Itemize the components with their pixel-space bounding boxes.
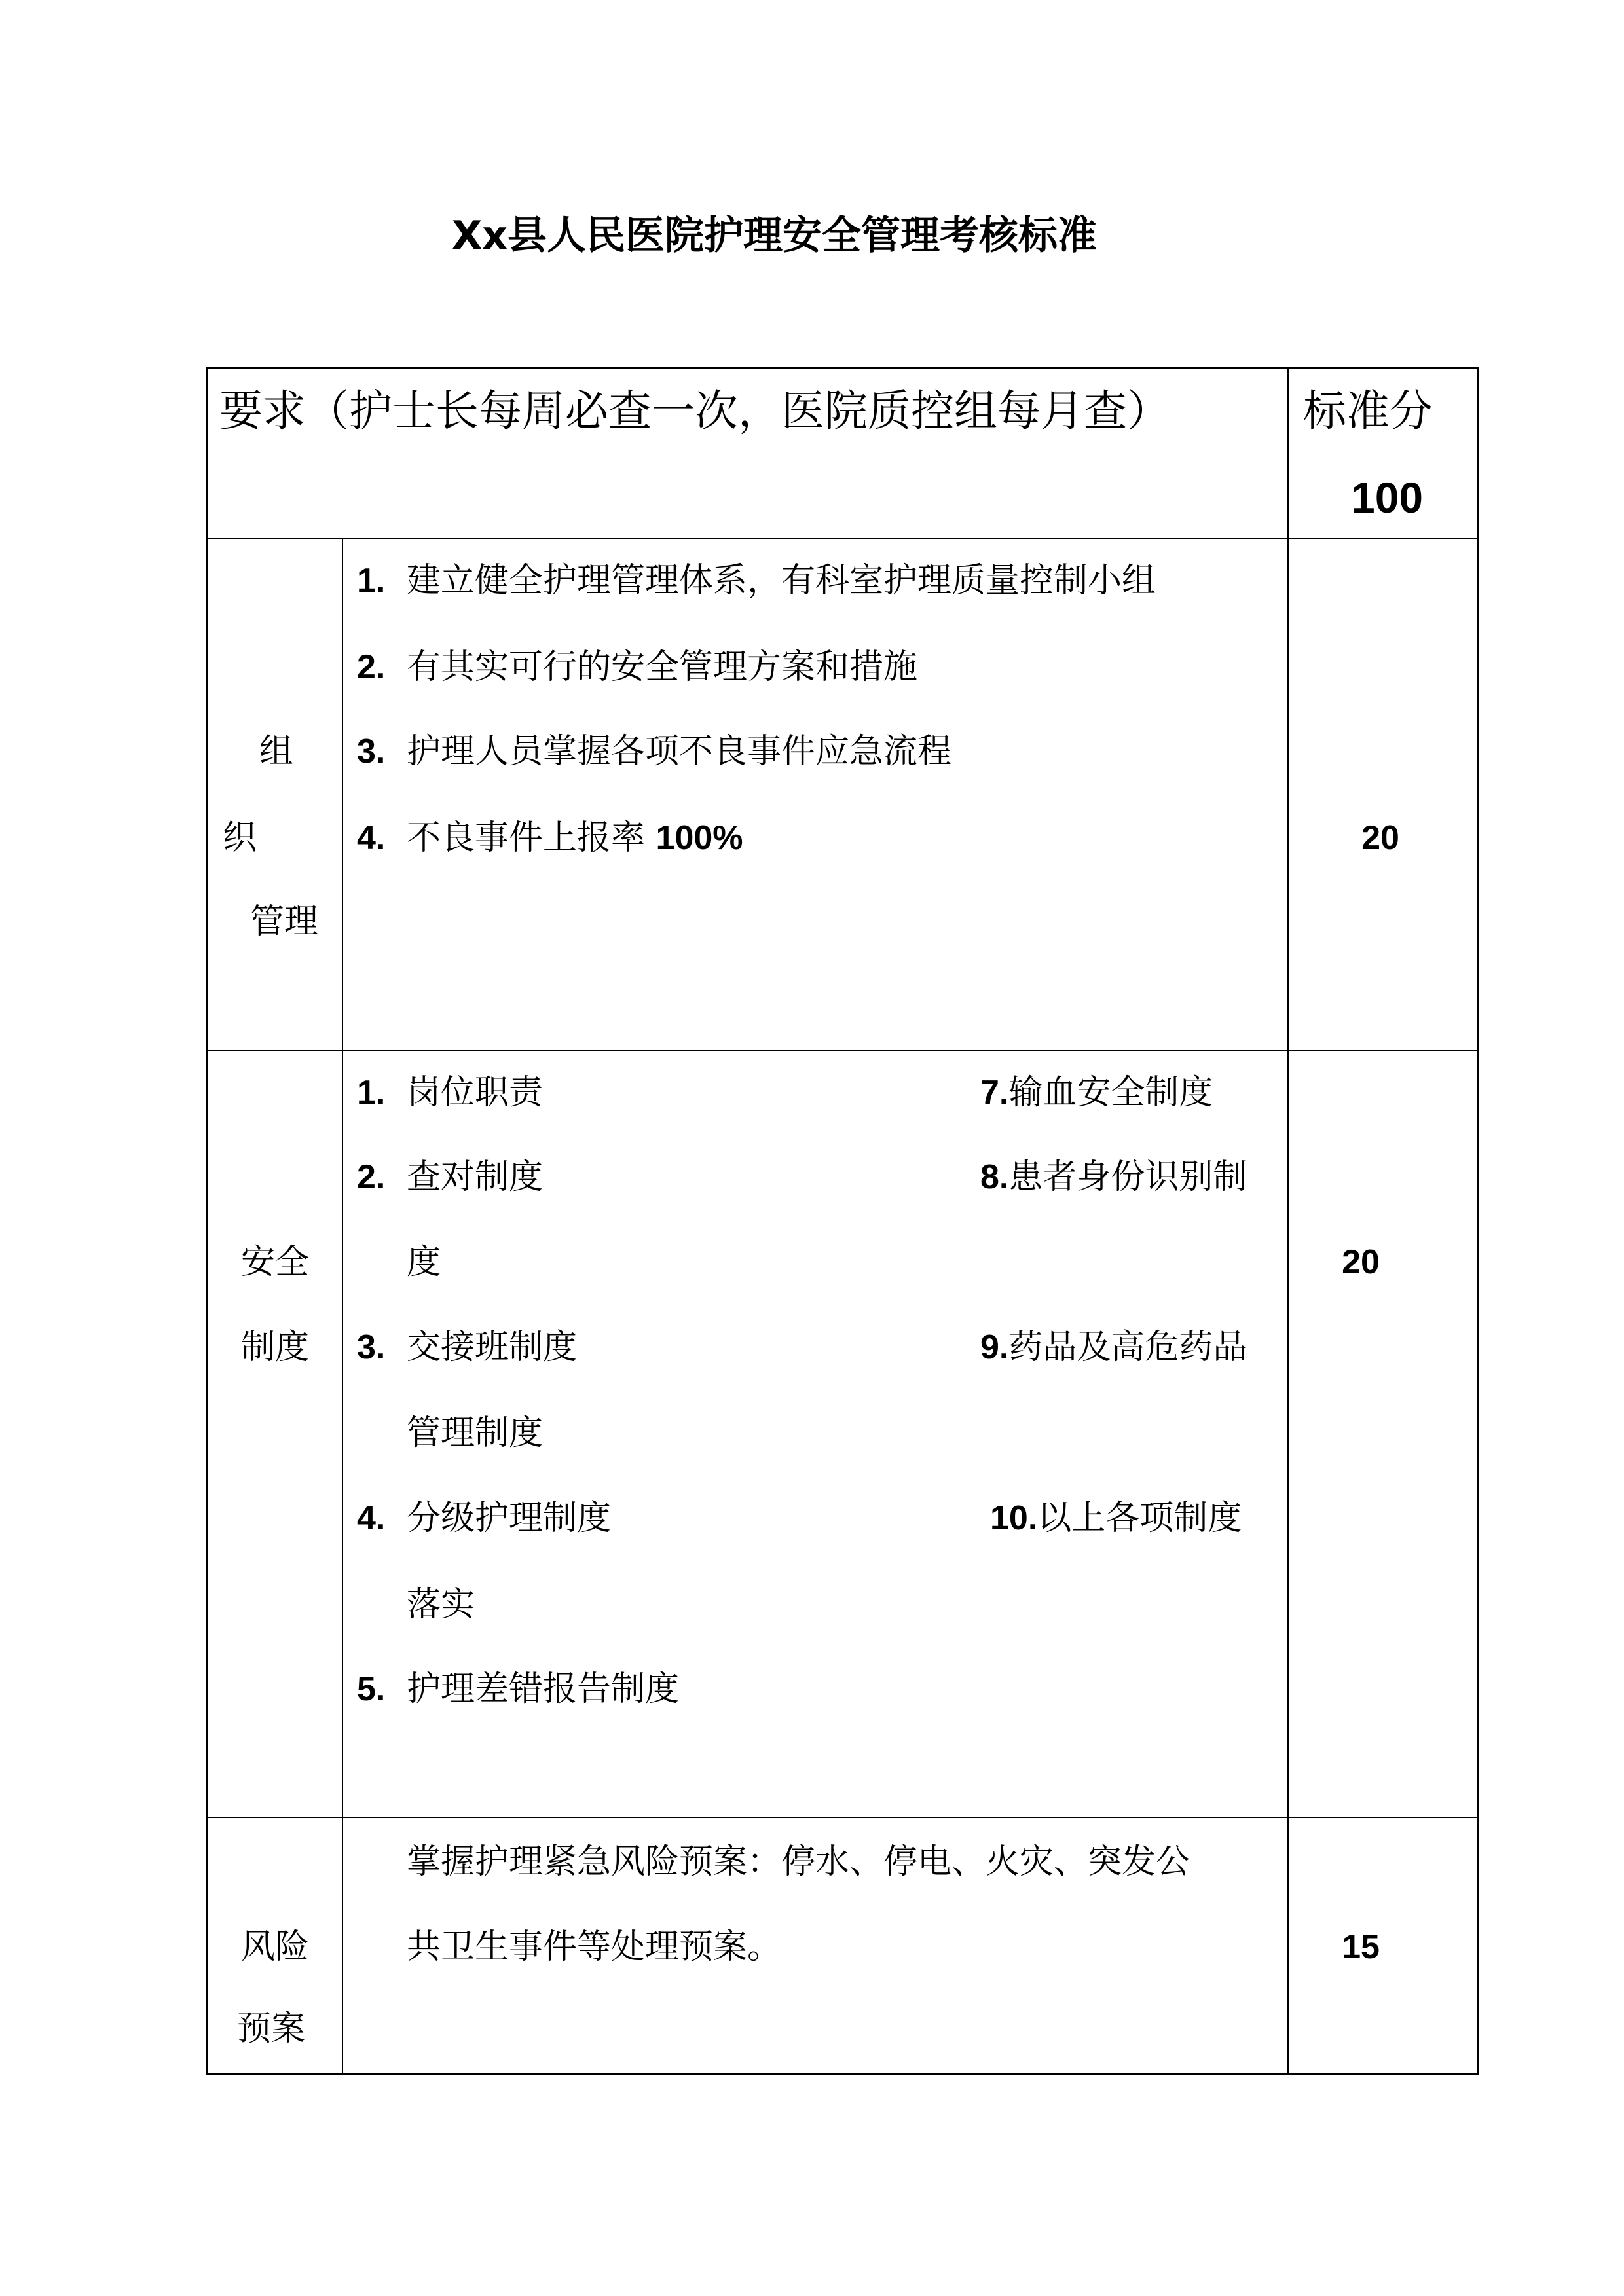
- item-text-main: 不良事件上报率: [407, 818, 646, 858]
- item-text: 交接班制度: [407, 1328, 578, 1367]
- item-number: 3.: [357, 1328, 386, 1366]
- item-number: 3.: [357, 733, 386, 771]
- plan-text: 共卫生事件等处理预案。: [407, 1927, 782, 1967]
- item-text: [407, 818, 743, 858]
- item-text: 以上各项制度: [1037, 1499, 1242, 1538]
- item-number: 4.: [357, 1499, 386, 1537]
- score-total: 100: [1351, 473, 1424, 522]
- item-number: 8.: [980, 1158, 1009, 1196]
- plan-text: 掌握护理紧急风险预案：停水、停电、火灾、突发公: [407, 1842, 1190, 1882]
- item-right: [990, 1499, 1242, 1538]
- section-score: 20: [1342, 1243, 1380, 1281]
- section-score: 15: [1342, 1928, 1380, 1966]
- item-text: 患者身份识别制: [1008, 1157, 1247, 1197]
- item-right: [980, 1073, 1213, 1112]
- item-text-continued: 落实: [407, 1585, 475, 1624]
- column-divider: [342, 538, 343, 2074]
- item-number: 10.: [990, 1499, 1038, 1537]
- section-label: 安全: [241, 1243, 310, 1282]
- item-text: 输血安全制度: [1008, 1073, 1213, 1112]
- item-text: 建立健全护理管理体系，有科室护理质量控制小组: [407, 561, 1156, 600]
- column-divider: [1287, 367, 1289, 2075]
- item-text: 分级护理制度: [407, 1499, 612, 1538]
- item-text: 岗位职责: [407, 1073, 544, 1112]
- item-number: 4.: [357, 819, 386, 857]
- item-number: 2.: [357, 1158, 386, 1196]
- section-label: 制度: [241, 1328, 310, 1367]
- section-score: 20: [1361, 819, 1399, 857]
- item-number: 1.: [357, 562, 386, 600]
- item-text-continued: 管理制度: [407, 1413, 544, 1453]
- item-number: 9.: [980, 1328, 1009, 1366]
- section-label: 织: [223, 818, 257, 858]
- item-text: 药品及高危药品: [1008, 1328, 1247, 1367]
- item-right: [980, 1328, 1247, 1367]
- item-number: 7.: [980, 1074, 1009, 1112]
- section-label: 组: [259, 732, 294, 771]
- table-border: [1477, 367, 1479, 2075]
- item-number: 2.: [357, 648, 386, 686]
- document-title: Xx县人民医院护理安全管理考核标准: [452, 213, 1097, 259]
- item-text-continued: 度: [407, 1243, 441, 1282]
- item-number: 5.: [357, 1670, 386, 1708]
- section-label: 预案: [237, 2009, 306, 2049]
- section-label: 风险: [241, 1927, 310, 1967]
- item-percentage: 100%: [655, 819, 743, 857]
- item-text: 查对制度: [407, 1157, 544, 1197]
- requirement-header: 要求（护士长每周必查一次，医院质控组每月查）: [219, 386, 1170, 436]
- item-text: 护理人员掌握各项不良事件应急流程: [407, 732, 952, 771]
- item-text: 有其实可行的安全管理方案和措施: [407, 647, 918, 687]
- table-border: [206, 367, 208, 2075]
- score-header: 标准分: [1303, 386, 1433, 436]
- item-number: 1.: [357, 1074, 386, 1112]
- item-text: 护理差错报告制度: [407, 1669, 680, 1709]
- section-label: 管理: [250, 902, 319, 941]
- item-right: [980, 1157, 1247, 1197]
